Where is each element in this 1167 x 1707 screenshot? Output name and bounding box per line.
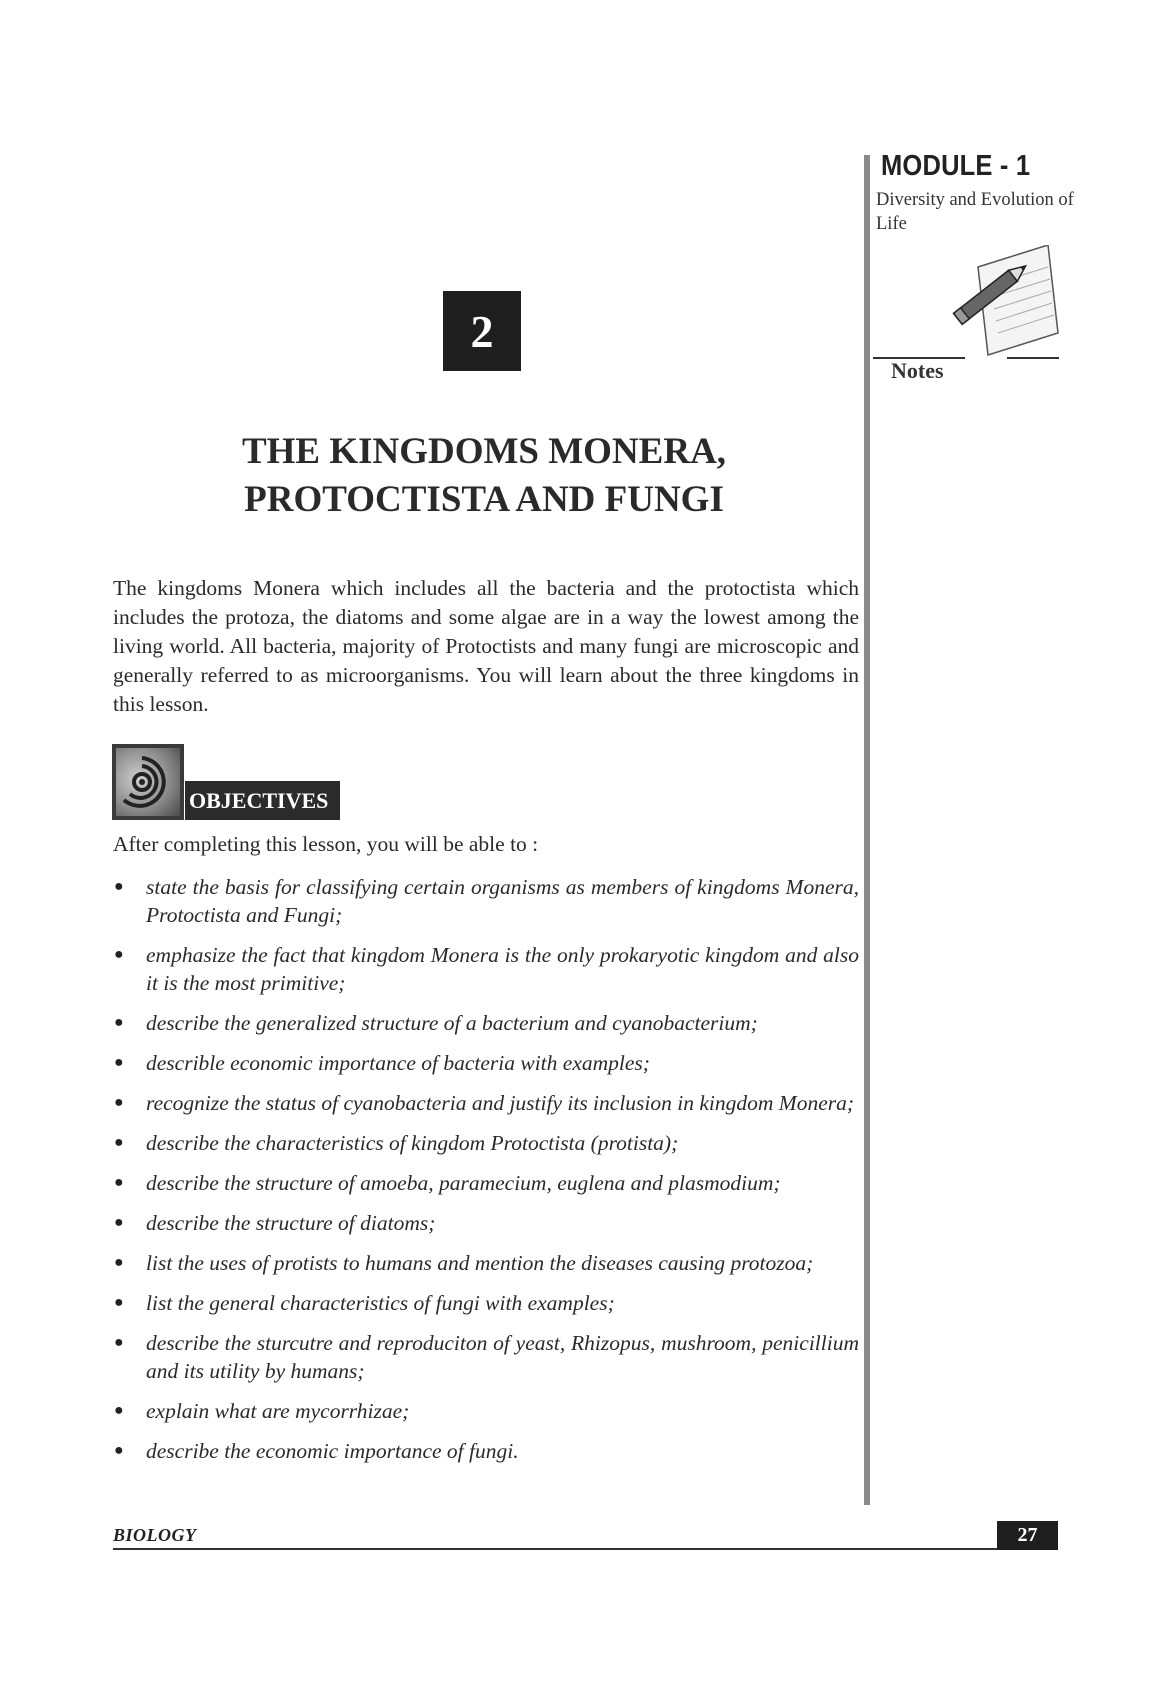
notes-label: Notes: [891, 358, 944, 383]
list-item: ● describe the generalized structure of a bacterium and cyanobacterium;: [113, 1009, 859, 1037]
notepad-pencil-icon: [950, 245, 1060, 365]
list-item: ● list the uses of protists to humans and mention the diseases causing protozoa;: [113, 1249, 859, 1277]
objectives-list: [113, 873, 859, 1477]
objectives-lead-in: After completing this lesson, you will be able to :: [113, 832, 539, 856]
list-item: ● list the general characteristics of fungi with examples;: [113, 1289, 859, 1317]
chapter-number: 2: [443, 291, 521, 371]
list-item: ● describe the characteristics of kingdom Protoctista (protista);: [113, 1129, 859, 1157]
objectives-heading: OBJECTIVES: [185, 781, 340, 820]
footer-divider: [113, 1548, 1058, 1550]
list-item: ● state the basis for classifying certain organisms as members of kingdoms Monera, Protoctista and Fungi;: [113, 873, 859, 929]
target-spiral-icon: [112, 744, 184, 820]
list-item: ● describe the economic importance of fungi.: [113, 1437, 859, 1465]
module-title: MODULE - 1: [881, 150, 1031, 182]
module-subtitle: Diversity and Evolution of Life: [876, 190, 1074, 234]
list-item: ● describe the structure of diatoms;: [113, 1209, 859, 1237]
list-item: ● describle economic importance of bacteria with examples;: [113, 1049, 859, 1077]
chapter-title-line: PROTOCTISTA AND FUNGI: [244, 479, 724, 520]
list-item: ● emphasize the fact that kingdom Monera is the only prokaryotic kingdom and also it is the most primitive;: [113, 941, 859, 997]
list-item: ● describe the structure of amoeba, paramecium, euglena and plasmodium;: [113, 1169, 859, 1197]
chapter-title: [113, 428, 855, 524]
notes-divider: [1007, 357, 1059, 359]
list-item: ● explain what are mycorrhizae;: [113, 1397, 859, 1425]
chapter-title-line: THE KINGDOMS MONERA,: [241, 431, 727, 472]
footer-subject: BIOLOGY: [113, 1525, 197, 1545]
page-number: 27: [997, 1521, 1058, 1550]
sidebar-divider: [864, 155, 870, 1505]
list-item: ● recognize the status of cyanobacteria and justify its inclusion in kingdom Monera;: [113, 1089, 859, 1117]
intro-paragraph: The kingdoms Monera which includes all the bacteria and the protoctista which includes the protoza, the diatoms and some algae are in a way the lowest among the living world. All bacteria, majority of Protoctists and many fungi are microscopic and generally referred to as microorganisms. You will learn about the three kingdoms in this lesson.: [113, 576, 859, 716]
list-item: ● describe the sturcutre and reproduciton of yeast, Rhizopus, mushroom, penicillium and its utility by humans;: [113, 1329, 859, 1385]
